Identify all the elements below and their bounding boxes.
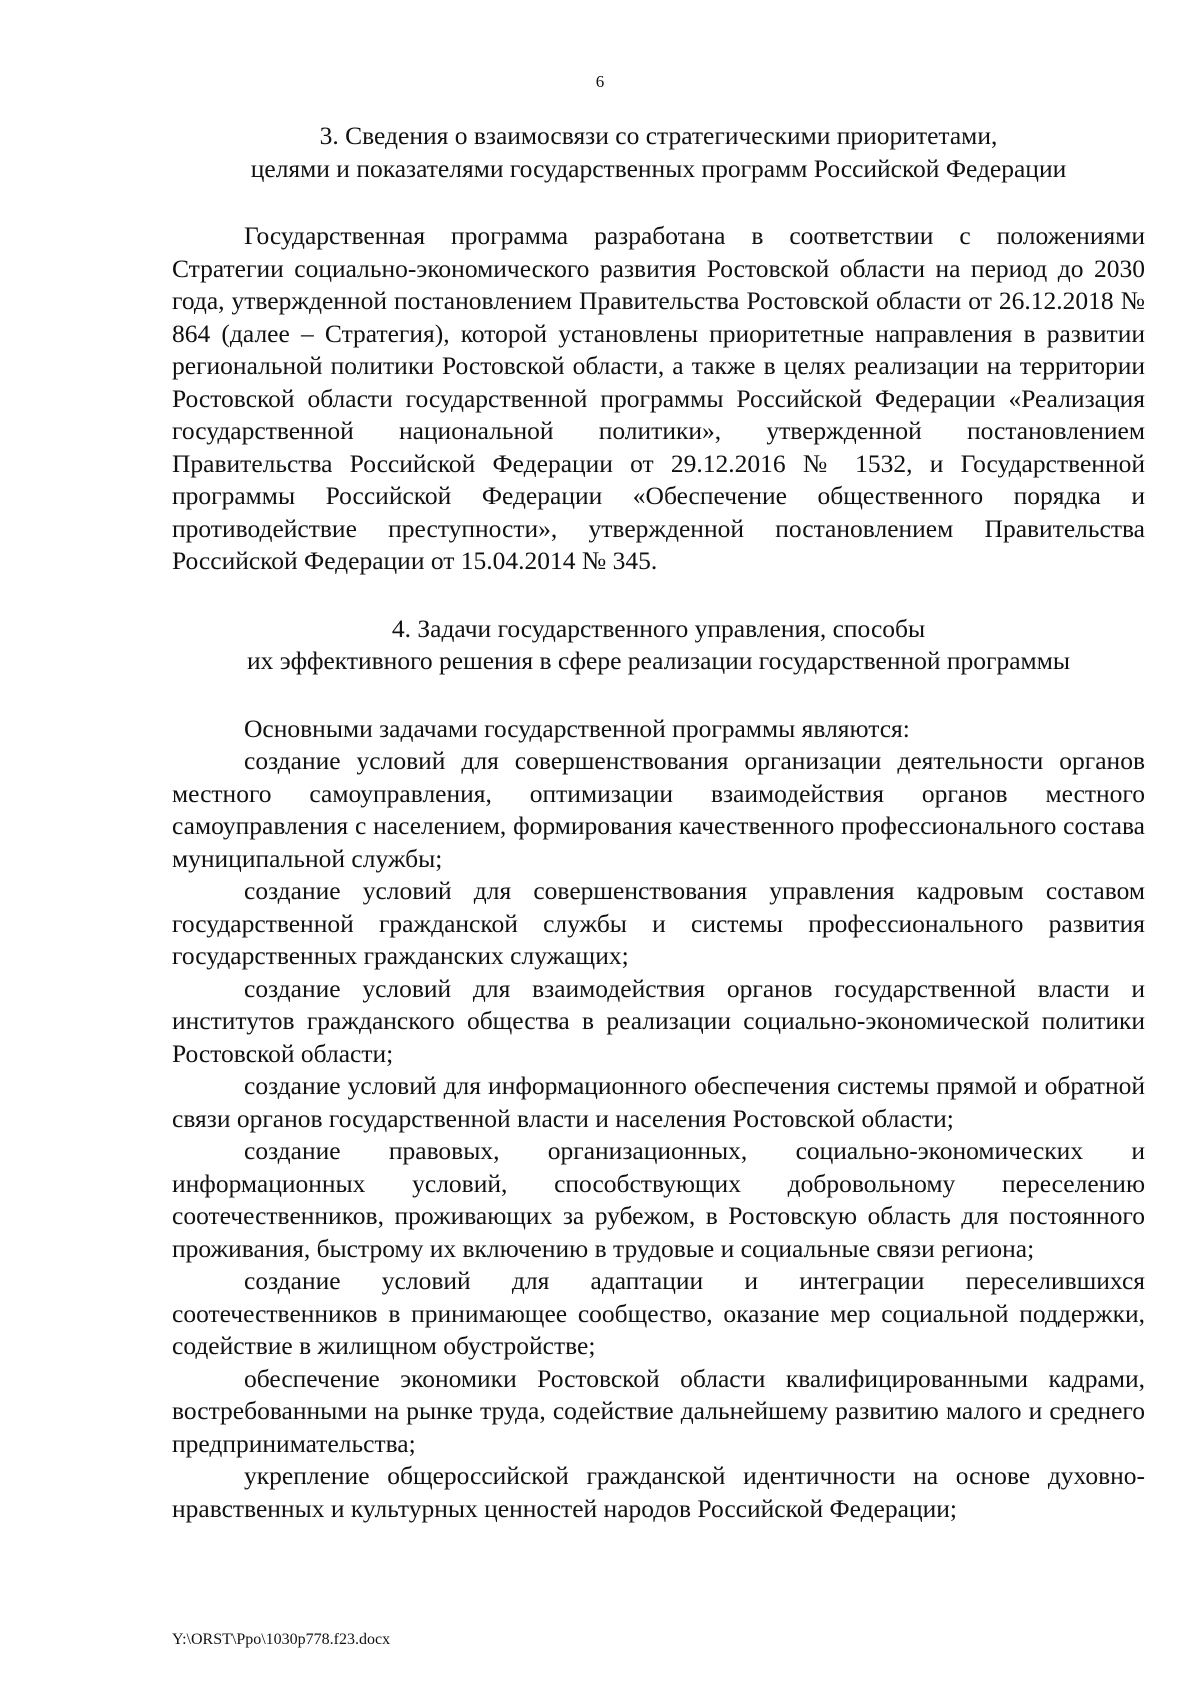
spacer	[172, 578, 1145, 613]
spacer	[172, 185, 1145, 220]
page-number: 6	[595, 72, 605, 91]
task-item: создание условий для информационного обеспечения системы прямой и обратной связи органов государственной власти и населения Ростовской области;	[172, 1071, 1145, 1133]
task-item: укрепление общероссийской гражданской идентичности на основе духовно-нравственных и культурных ценностей народов Российской Федерации;	[172, 1461, 1145, 1523]
task-item: создание условий для совершенствования организации деятельности органов местного самоуправления, оптимизации взаимодействия органов местного самоуправления с населением, формирования качественного профессионального состава муниципальной службы;	[172, 746, 1145, 873]
task-item: создание условий для адаптации и интеграции переселившихся соотечественников в принимающее сообщество, оказание мер социальной поддержки, содействие в жилищном обустройстве;	[172, 1266, 1145, 1360]
section-3-paragraph: Государственная программа разработана в соответствии с положениями Стратегии социально-экономического развития Ростовской области на период до 2030 года, утвержденной постановлением Правительства Ростовской области от 26.12.2018 № 864 (далее – Стратегия), которой установлены приоритетные направления в развитии региональной политики Ростовской области, а также в целях реализации на территории Ростовской области государственной программы Российской Федерации «Реализация государственной национальной политики», утвержденной постановлением Правительства Российской Федерации от 29.12.2016 № 1532, и Государственной программы Российской Федерации «Обеспечение общественного порядка и противодействие преступности», утвержденной постановлением Правительства Российской Федерации от 15.04.2014 № 345.	[172, 221, 1145, 575]
section-3-heading-line-1: 3. Сведения о взаимосвязи со стратегическими приоритетами,	[319, 121, 998, 150]
section-4-intro: Основными задачами государственной программы являются:	[244, 713, 910, 743]
task-item: обеспечение экономики Ростовской области квалифицированными кадрами, востребованными на рынке труда, содействие дальнейшему развитию малого и среднего предпринимательства;	[172, 1363, 1145, 1458]
task-item: создание правовых, организационных, социально-экономических и информационных условий, способствующих добровольному переселению соотечественников, проживающих за рубежом, в Ростовскую область для постоянного проживания, быстрому их включению в трудовые и социальные связи региона;	[172, 1136, 1145, 1263]
task-item: создание условий для совершенствования управления кадровым составом государственной гражданской службы и системы профессионального развития государственных гражданских служащих;	[172, 876, 1145, 970]
section-3-heading	[172, 120, 1145, 185]
section-4-heading-line-2: их эффективного решения в сфере реализации государственной программы	[247, 646, 1070, 675]
footer-file-path: Y:\ORST\Ppo\1030p778.f23.docx	[172, 1631, 391, 1648]
spacer	[172, 678, 1145, 713]
section-3-heading-line-2: целями и показателями государственных программ Российской Федерации	[250, 153, 1067, 183]
document-body	[172, 120, 1145, 1525]
task-item: создание условий для взаимодействия органов государственной власти и институтов гражданского общества в реализации социально-экономической политики Ростовской области;	[172, 973, 1145, 1068]
section-4-heading-line-1: 4. Задачи государственного управления, способы	[391, 613, 926, 643]
task-list	[172, 745, 1145, 1525]
section-4-heading	[172, 613, 1145, 678]
